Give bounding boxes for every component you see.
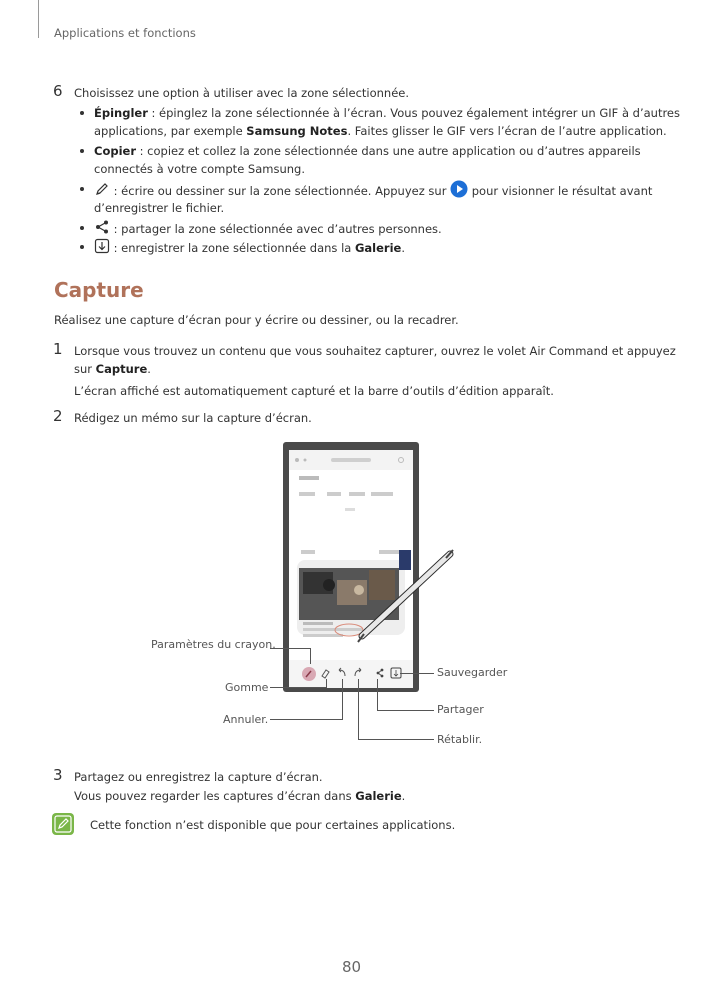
bullet-pin-cont bbox=[94, 122, 667, 140]
download-icon bbox=[94, 238, 110, 259]
step-number: 1 bbox=[53, 340, 63, 358]
text: . bbox=[147, 362, 151, 376]
bullet-save bbox=[94, 238, 405, 259]
note-icon bbox=[52, 813, 74, 835]
note-text: Cette fonction n’est disponible que pour certaines applications. bbox=[90, 818, 456, 832]
callout-line bbox=[377, 710, 434, 711]
text: pour visionner le résultat avant bbox=[468, 184, 653, 198]
callout-redo: Rétablir. bbox=[437, 733, 483, 746]
bullet-dot bbox=[80, 111, 84, 115]
running-header: Applications et fonctions bbox=[54, 26, 196, 40]
term: Samsung Notes bbox=[246, 124, 348, 138]
callout-save: Sauvegarder bbox=[437, 666, 508, 679]
step-number: 3 bbox=[53, 766, 63, 784]
text: . Faites glisser le GIF vers l’écran de l’autre application. bbox=[347, 124, 667, 138]
callout-pen-settings: Paramètres du crayon. bbox=[151, 638, 276, 651]
text: applications, par exemple bbox=[94, 124, 247, 138]
step-number: 6 bbox=[53, 82, 63, 100]
bullet-copy-cont: connectés à votre compte Samsung. bbox=[94, 162, 305, 176]
step-text: Partagez ou enregistrez la capture d’écran. bbox=[74, 770, 323, 784]
play-icon bbox=[450, 180, 468, 203]
callout-share: Partager bbox=[437, 703, 484, 716]
bullet-share bbox=[94, 219, 442, 240]
bullet-dot bbox=[80, 187, 84, 191]
text: : écrire ou dessiner sur la zone sélectionnée. Appuyez sur bbox=[110, 184, 451, 198]
callout-undo: Annuler. bbox=[223, 713, 269, 726]
term: Épingler bbox=[94, 106, 148, 120]
callout-line bbox=[400, 673, 434, 674]
share-icon bbox=[94, 219, 110, 240]
header-rule bbox=[38, 0, 39, 38]
bullet-dot bbox=[80, 226, 84, 230]
step-text: Lorsque vous trouvez un contenu que vous souhaitez capturer, ouvrez le volet Air Command et appuyez bbox=[74, 344, 676, 358]
term: Copier bbox=[94, 144, 136, 158]
section-intro: Réalisez une capture d’écran pour y écrire ou dessiner, ou la recadrer. bbox=[54, 313, 459, 327]
text: sur bbox=[74, 362, 96, 376]
edit-toolbar bbox=[289, 660, 413, 688]
text: : partager la zone sélectionnée avec d’autres personnes. bbox=[110, 222, 442, 236]
bullet-dot bbox=[80, 149, 84, 153]
callout-line bbox=[358, 739, 434, 740]
callout-line bbox=[342, 679, 343, 720]
text: : épinglez la zone sélectionnée à l’écran. Vous pouvez également intégrer un GIF à d’autres bbox=[147, 106, 680, 120]
step-number: 2 bbox=[53, 407, 63, 425]
step-subtext bbox=[74, 787, 405, 805]
text: : copiez et collez la zone sélectionnée dans une autre application ou d’autres appareils bbox=[136, 144, 641, 158]
bullet-dot bbox=[80, 245, 84, 249]
callout-line bbox=[310, 648, 311, 664]
callout-line bbox=[270, 648, 310, 649]
bullet-pin bbox=[94, 104, 680, 122]
term: Galerie bbox=[355, 789, 402, 803]
step-text: Choisissez une option à utiliser avec la zone sélectionnée. bbox=[74, 86, 410, 100]
text: Vous pouvez regarder les captures d’écran dans bbox=[74, 789, 356, 803]
text: : enregistrer la zone sélectionnée dans la bbox=[110, 241, 355, 255]
s-pen-illustration bbox=[350, 548, 460, 648]
term: Capture bbox=[95, 362, 148, 376]
bullet-copy bbox=[94, 142, 641, 160]
step-subtext: L’écran affiché est automatiquement capturé et la barre d’outils d’édition apparaît. bbox=[74, 384, 554, 398]
callout-line bbox=[270, 719, 342, 720]
page-number: 80 bbox=[341, 958, 362, 976]
text: . bbox=[401, 789, 406, 803]
term: Galerie bbox=[354, 241, 402, 255]
callout-line bbox=[377, 679, 378, 710]
callout-line bbox=[270, 687, 326, 688]
step-text: Rédigez un mémo sur la capture d’écran. bbox=[74, 411, 312, 425]
callout-eraser: Gomme bbox=[225, 681, 269, 694]
bullet-draw-cont: d’enregistrer le fichier. bbox=[94, 201, 225, 215]
step-text-cont bbox=[74, 360, 151, 378]
section-title: Capture bbox=[54, 278, 144, 302]
text: . bbox=[401, 241, 405, 255]
callout-line bbox=[326, 679, 327, 688]
callout-line bbox=[358, 679, 359, 739]
